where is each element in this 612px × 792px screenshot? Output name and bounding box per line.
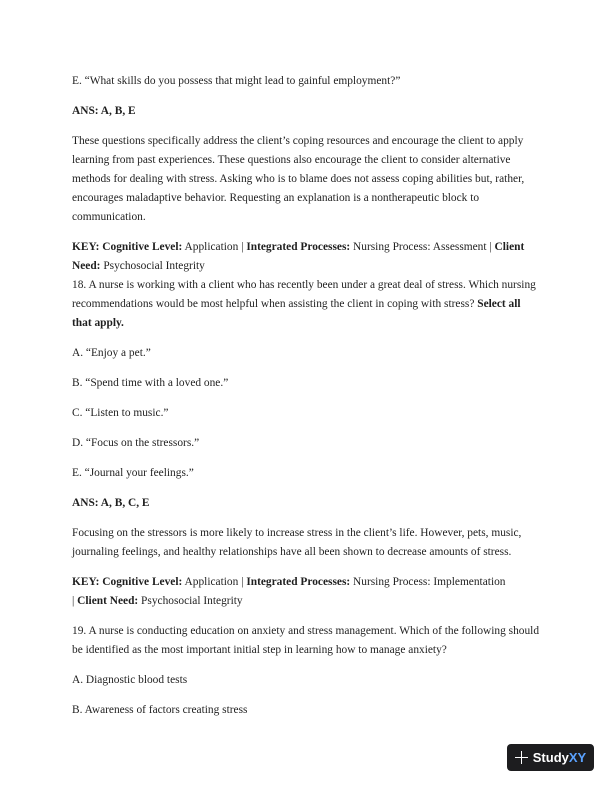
q17-rationale: These questions specifically address the client’s coping resources and encourage the client to apply learning from past experiences. These questions also encourage the client to consider alternative methods for dealing with stress. Asking who is to blame does not assess coping abilities but, rather, encourages maladaptive behavior. Requesting an explanation is a nontherapeutic block to communication. [72, 135, 525, 223]
badge-brand-main: Study [532, 750, 569, 765]
q17-key [72, 238, 542, 276]
q17-key-need-label: Client Need: [72, 241, 525, 272]
badge-brand-accent: XY [568, 750, 587, 765]
q18-option-c: C. “Listen to music.” [72, 407, 169, 419]
q18-answer: ANS: A, B, C, E [72, 497, 150, 509]
q19-option-a: A. Diagnostic blood tests [72, 674, 188, 686]
studyxy-badge[interactable] [507, 744, 594, 771]
q17-answer: ANS: A, B, E [72, 105, 136, 117]
q17-key-cognitive-value: Application | [182, 241, 247, 253]
q18-key [72, 573, 542, 611]
q18-option-e: E. “Journal your feelings.” [72, 467, 194, 479]
q17-key-process-value: Nursing Process: Assessment | [350, 241, 495, 253]
q18-key-cognitive-label: KEY: Cognitive Level: [72, 576, 183, 588]
q17-option-e: E. “What skills do you possess that might lead to gainful employment?” [72, 75, 401, 87]
q17-key-process-label: Integrated Processes: [246, 241, 351, 253]
badge-brand [533, 750, 586, 765]
plus-icon [515, 751, 528, 764]
q19-stem: 19. A nurse is conducting education on anxiety and stress management. Which of the following should be identified as the most important initial step in learning how to manage anxiety? [72, 625, 540, 656]
q18-instruction: Select all that apply. [72, 298, 521, 329]
q18-rationale: Focusing on the stressors is more likely to increase stress in the client’s life. However, pets, music, journaling feelings, and healthy relationships have all been shown to decrease amounts of stress. [72, 527, 522, 558]
q18-key-process-label: Integrated Processes: [246, 576, 351, 588]
q18-stem [72, 276, 542, 333]
q18-option-d: D. “Focus on the stressors.” [72, 437, 200, 449]
q18-key-separator: | [72, 595, 78, 607]
document-page [72, 72, 542, 720]
q18-option-a: A. “Enjoy a pet.” [72, 347, 151, 359]
q17-key-cognitive-label: KEY: Cognitive Level: [72, 241, 183, 253]
q19-option-b: B. Awareness of factors creating stress [72, 704, 248, 716]
q18-key-cognitive-value: Application | [182, 576, 247, 588]
q18-stem-text: 18. A nurse is working with a client who has recently been under a great deal of stress. Which nursing recommendations would be most helpful when assisting the client in coping with stress? [72, 279, 536, 310]
q18-key-need-label: Client Need: [77, 595, 139, 607]
q17-key-need-value: Psychosocial Integrity [100, 260, 205, 272]
q18-key-need-value: Psychosocial Integrity [138, 595, 243, 607]
q18-key-process-value: Nursing Process: Implementation [350, 576, 506, 588]
q18-option-b: B. “Spend time with a loved one.” [72, 377, 229, 389]
